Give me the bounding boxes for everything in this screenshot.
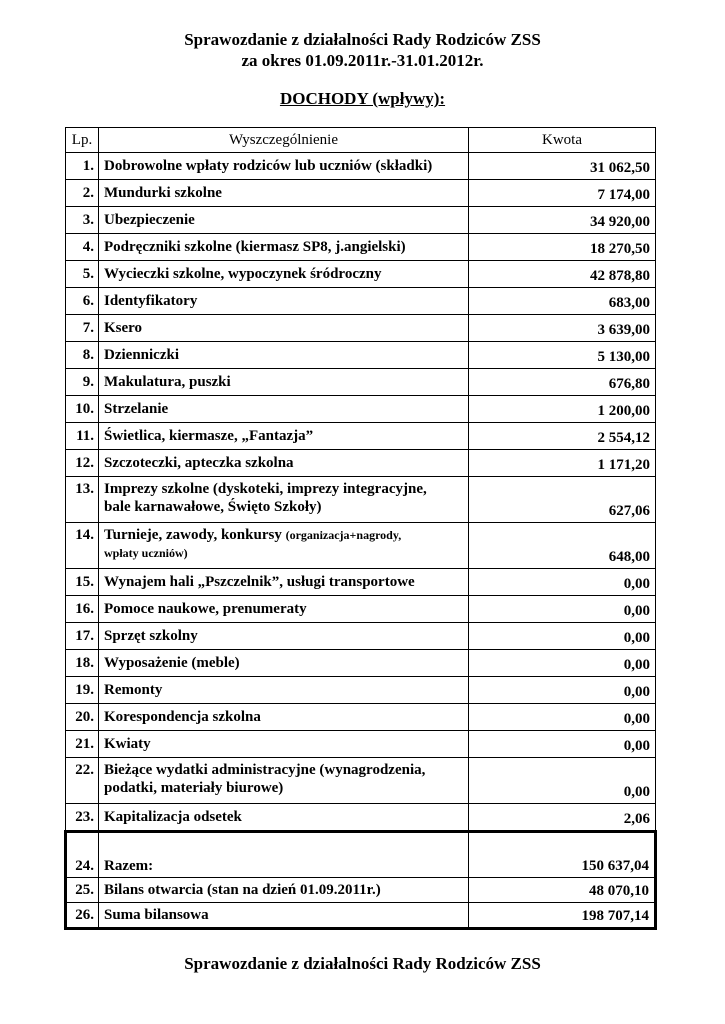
row-description: Mundurki szkolne <box>99 180 469 207</box>
row-description: Świetlica, kiermasze, „Fantazja” <box>99 423 469 450</box>
table-row <box>66 369 656 396</box>
row-description: Dobrowolne wpłaty rodziców lub uczniów (składki) <box>99 153 469 180</box>
row-amount: 0,00 <box>469 596 656 623</box>
row-description <box>99 477 469 523</box>
table-row <box>66 234 656 261</box>
row-amount: 0,00 <box>469 569 656 596</box>
row-amount: 0,00 <box>469 704 656 731</box>
row-number: 11. <box>66 423 99 450</box>
row-amount: 18 270,50 <box>469 234 656 261</box>
row-amount: 648,00 <box>469 523 656 569</box>
table-row <box>66 423 656 450</box>
row-description-line: bale karnawałowe, Święto Szkoły) <box>104 499 322 515</box>
total-number: 25. <box>66 878 99 903</box>
row-amount: 0,00 <box>469 758 656 804</box>
row-number: 9. <box>66 369 99 396</box>
row-number: 18. <box>66 650 99 677</box>
table-row <box>66 315 656 342</box>
column-header-lp: Lp. <box>66 128 99 153</box>
column-header-amount: Kwota <box>469 128 656 153</box>
row-description: Wyposażenie (meble) <box>99 650 469 677</box>
row-number: 20. <box>66 704 99 731</box>
row-description-note: wpłaty uczniów) <box>104 546 188 560</box>
table-row <box>66 261 656 288</box>
totals-row <box>66 832 656 878</box>
row-amount: 1 200,00 <box>469 396 656 423</box>
total-label: Suma bilansowa <box>99 903 469 929</box>
row-number: 15. <box>66 569 99 596</box>
table-row <box>66 596 656 623</box>
table-row <box>66 450 656 477</box>
row-description-line: podatki, materiały biurowe) <box>104 780 284 796</box>
report-period: za okres 01.09.2011r.-31.01.2012r. <box>241 51 484 70</box>
row-number: 8. <box>66 342 99 369</box>
total-number: 26. <box>66 903 99 929</box>
row-number: 4. <box>66 234 99 261</box>
table-row <box>66 758 656 804</box>
row-amount: 1 171,20 <box>469 450 656 477</box>
table-row <box>66 650 656 677</box>
total-label: Bilans otwarcia (stan na dzień 01.09.2011r.) <box>99 878 469 903</box>
row-number: 21. <box>66 731 99 758</box>
row-number: 2. <box>66 180 99 207</box>
row-amount: 7 174,00 <box>469 180 656 207</box>
row-number: 14. <box>66 523 99 569</box>
row-description-note: (organizacja+nagrody, <box>285 528 402 542</box>
row-amount: 627,06 <box>469 477 656 523</box>
row-amount: 2,06 <box>469 804 656 832</box>
table-header-row <box>66 128 656 153</box>
row-amount: 42 878,80 <box>469 261 656 288</box>
row-amount: 0,00 <box>469 731 656 758</box>
column-header-description: Wyszczególnienie <box>99 128 469 153</box>
row-number: 17. <box>66 623 99 650</box>
footer-title: Sprawozdanie z działalności Rady Rodziców ZSS <box>184 954 541 973</box>
row-description: Ubezpieczenie <box>99 207 469 234</box>
table-row <box>66 153 656 180</box>
row-amount: 676,80 <box>469 369 656 396</box>
row-number: 19. <box>66 677 99 704</box>
row-number: 22. <box>66 758 99 804</box>
row-description: Strzelanie <box>99 396 469 423</box>
row-number: 7. <box>66 315 99 342</box>
row-description: Identyfikatory <box>99 288 469 315</box>
row-amount: 34 920,00 <box>469 207 656 234</box>
row-number: 5. <box>66 261 99 288</box>
report-title: Sprawozdanie z działalności Rady Rodziców ZSS <box>184 30 541 49</box>
total-amount: 48 070,10 <box>469 878 656 903</box>
row-number: 10. <box>66 396 99 423</box>
row-description <box>99 523 469 569</box>
row-amount: 0,00 <box>469 677 656 704</box>
table-row <box>66 704 656 731</box>
total-label: Razem: <box>99 832 469 878</box>
row-number: 3. <box>66 207 99 234</box>
income-table <box>64 127 657 930</box>
row-number: 6. <box>66 288 99 315</box>
totals-row <box>66 878 656 903</box>
row-description-line: Imprezy szkolne (dyskoteki, imprezy integracyjne, <box>104 481 427 497</box>
row-description: Korespondencja szkolna <box>99 704 469 731</box>
row-description: Kwiaty <box>99 731 469 758</box>
row-number: 23. <box>66 804 99 832</box>
table-row <box>66 677 656 704</box>
row-number: 16. <box>66 596 99 623</box>
section-heading: DOCHODY (wpływy): <box>279 89 446 108</box>
row-description: Ksero <box>99 315 469 342</box>
table-row <box>66 288 656 315</box>
row-amount: 3 639,00 <box>469 315 656 342</box>
total-amount: 198 707,14 <box>469 903 656 929</box>
row-number: 13. <box>66 477 99 523</box>
row-description: Sprzęt szkolny <box>99 623 469 650</box>
row-amount: 31 062,50 <box>469 153 656 180</box>
row-number: 12. <box>66 450 99 477</box>
row-description: Dzienniczki <box>99 342 469 369</box>
row-amount: 0,00 <box>469 623 656 650</box>
row-description: Pomoce naukowe, prenumeraty <box>99 596 469 623</box>
table-row <box>66 180 656 207</box>
row-amount: 5 130,00 <box>469 342 656 369</box>
row-amount: 0,00 <box>469 650 656 677</box>
table-row <box>66 804 656 832</box>
row-amount: 2 554,12 <box>469 423 656 450</box>
table-row <box>66 207 656 234</box>
totals-row <box>66 903 656 929</box>
row-description <box>99 758 469 804</box>
total-amount: 150 637,04 <box>469 832 656 878</box>
row-description: Makulatura, puszki <box>99 369 469 396</box>
table-row <box>66 396 656 423</box>
row-description: Kapitalizacja odsetek <box>99 804 469 832</box>
table-row <box>66 731 656 758</box>
table-row <box>66 569 656 596</box>
row-description-line: Bieżące wydatki administracyjne (wynagrodzenia, <box>104 762 426 778</box>
table-row <box>66 477 656 523</box>
total-number: 24. <box>66 832 99 878</box>
table-row <box>66 523 656 569</box>
row-description-line: Turnieje, zawody, konkursy <box>104 527 282 543</box>
row-number: 1. <box>66 153 99 180</box>
row-amount: 683,00 <box>469 288 656 315</box>
row-description: Podręczniki szkolne (kiermasz SP8, j.angielski) <box>99 234 469 261</box>
row-description: Remonty <box>99 677 469 704</box>
row-description: Wycieczki szkolne, wypoczynek śródroczny <box>99 261 469 288</box>
row-description: Szczoteczki, apteczka szkolna <box>99 450 469 477</box>
table-row <box>66 623 656 650</box>
table-row <box>66 342 656 369</box>
row-description: Wynajem hali „Pszczelnik”, usługi transportowe <box>99 569 469 596</box>
